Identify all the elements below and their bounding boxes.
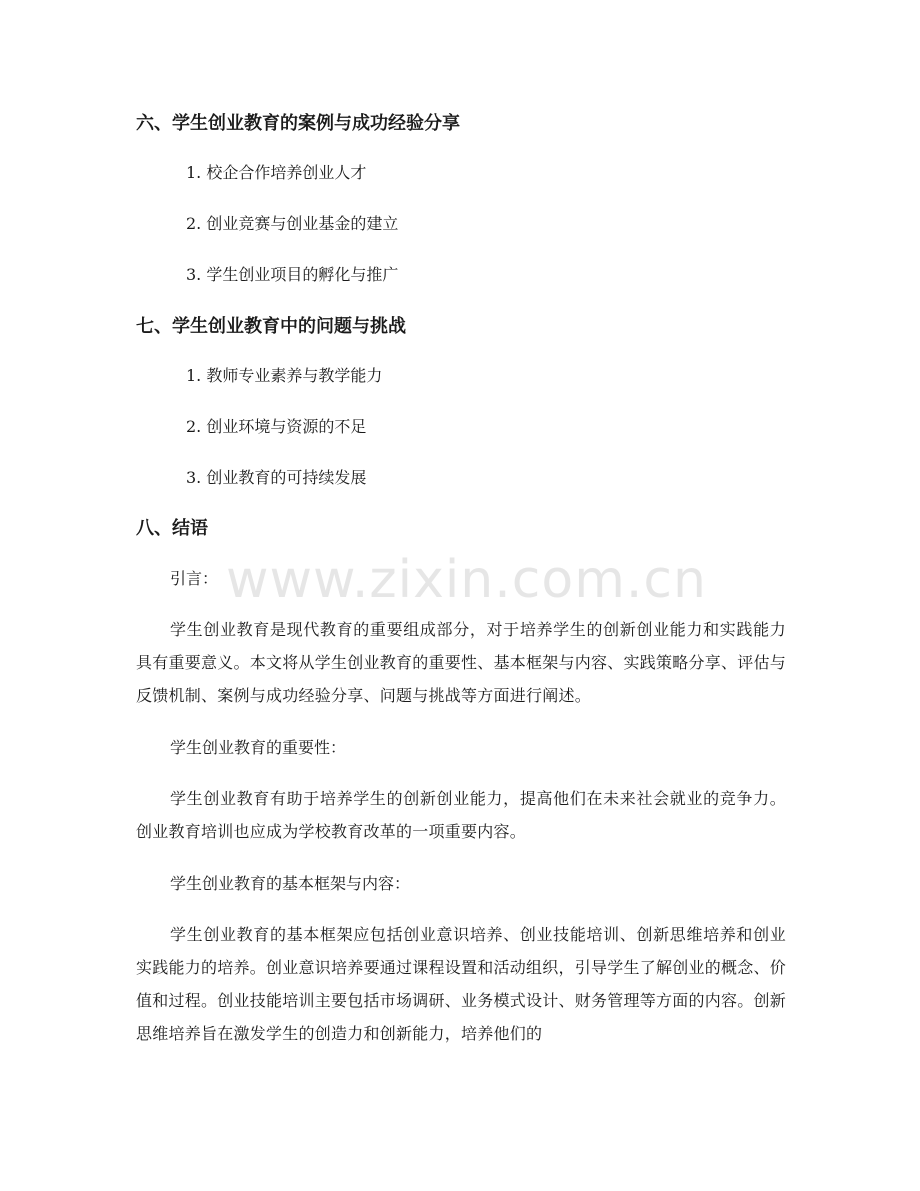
framework-label: 学生创业教育的基本框架与内容： [170, 874, 411, 893]
framework-paragraph: 学生创业教育的基本框架应包括创业意识培养、创业技能培训、创新思维培养和创业实践能力的培养。创业意识培养要通过课程设置和活动组织，引导学生了解创业的概念、价值和过程。创业技能培训主要包括市场调研、业务模式设计、财务管理等方面的内容。创新思维培养旨在激发学生的创造力和创新能力，培养他们的 [136, 925, 787, 1043]
importance-paragraph: 学生创业教育有助于培养学生的创新创业能力，提高他们在未来社会就业的竞争力。创业教育培训也应成为学校教育改革的一项重要内容。 [136, 789, 786, 841]
list-item: 1. 教师专业素养与教学能力 [186, 366, 383, 385]
list-item: 2. 创业竞赛与创业基金的建立 [186, 214, 399, 233]
section-heading-6: 六、学生创业教育的案例与成功经验分享 [136, 113, 460, 134]
intro-label: 引言： [170, 569, 219, 588]
section-heading-7: 七、学生创业教育中的问题与挑战 [136, 316, 406, 337]
section-heading-8: 八、结语 [136, 518, 208, 539]
watermark: www.zixin.com.cn [226, 550, 707, 610]
list-item: 3. 创业教育的可持续发展 [186, 468, 367, 487]
importance-label: 学生创业教育的重要性： [170, 738, 347, 757]
intro-paragraph: 学生创业教育是现代教育的重要组成部分，对于培养学生的创新创业能力和实践能力具有重要意义。本文将从学生创业教育的重要性、基本框架与内容、实践策略分享、评估与反馈机制、案例与成功经验分享、问题与挑战等方面进行阐述。 [136, 620, 787, 705]
list-item: 1. 校企合作培养创业人才 [186, 163, 367, 182]
list-item: 2. 创业环境与资源的不足 [186, 417, 367, 436]
list-item: 3. 学生创业项目的孵化与推广 [186, 265, 399, 284]
